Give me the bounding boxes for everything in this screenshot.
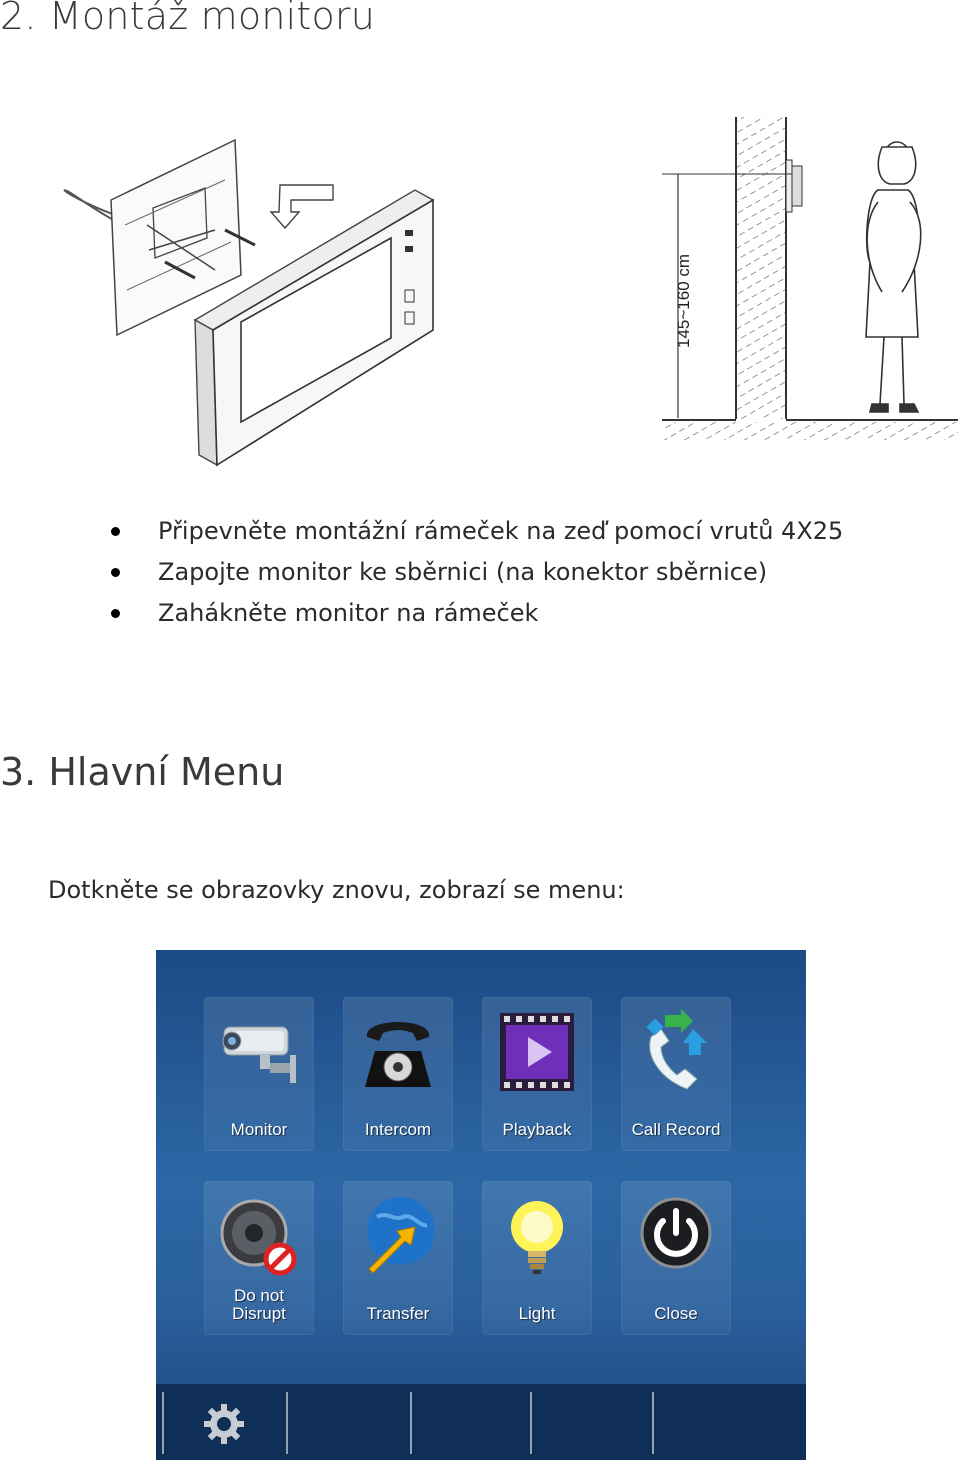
menu-tile-call-record[interactable] bbox=[621, 997, 731, 1151]
section-title-mounting: 2. Montáž monitoru bbox=[0, 0, 376, 38]
section-title-main-menu: 3. Hlavní Menu bbox=[0, 750, 285, 794]
divider bbox=[530, 1392, 532, 1454]
telephone-icon bbox=[353, 1007, 443, 1097]
menu-tile-intercom[interactable] bbox=[343, 997, 453, 1151]
tile-label: Intercom bbox=[364, 1120, 432, 1139]
divider bbox=[410, 1392, 412, 1454]
monitor-menu-screen bbox=[156, 950, 806, 1460]
bullet-icon bbox=[111, 568, 120, 577]
divider bbox=[286, 1392, 288, 1454]
tile-label: Playback bbox=[502, 1120, 572, 1139]
menu-tile-playback[interactable] bbox=[482, 997, 592, 1151]
menu-tile-close[interactable] bbox=[621, 1181, 731, 1335]
tile-label: Transfer bbox=[366, 1304, 430, 1323]
tile-label: Do not Disrupt bbox=[232, 1286, 286, 1323]
divider bbox=[652, 1392, 654, 1454]
play-film-icon bbox=[492, 1007, 582, 1097]
bullet-icon bbox=[111, 527, 120, 536]
tile-label: Close bbox=[654, 1304, 698, 1323]
divider bbox=[162, 1392, 164, 1454]
list-item: Zahákněte monitor na rámeček bbox=[108, 596, 843, 637]
transfer-globe-icon bbox=[353, 1191, 443, 1281]
menu-tile-monitor[interactable] bbox=[204, 997, 314, 1151]
call-record-icon bbox=[631, 1007, 721, 1097]
menu-bottom-bar bbox=[156, 1384, 806, 1460]
menu-tile-transfer[interactable] bbox=[343, 1181, 453, 1335]
menu-tile-do-not-disrupt[interactable] bbox=[204, 1181, 314, 1335]
list-item: Zapojte monitor ke sběrnici (na konektor sběrnice) bbox=[108, 555, 843, 596]
height-label: 145~160 cm bbox=[674, 253, 693, 348]
tile-label: Light bbox=[518, 1304, 556, 1323]
do-not-disturb-icon bbox=[214, 1191, 304, 1281]
mounting-steps-list bbox=[108, 514, 843, 637]
light-bulb-icon bbox=[492, 1191, 582, 1281]
power-icon bbox=[631, 1191, 721, 1281]
cctv-camera-icon bbox=[214, 1007, 304, 1097]
tile-label: Call Record bbox=[631, 1120, 721, 1139]
menu-intro-text: Dotkněte se obrazovky znovu, zobrazí se menu: bbox=[48, 876, 625, 904]
tile-label: Monitor bbox=[230, 1120, 288, 1139]
height-illustration bbox=[652, 112, 960, 452]
menu-tile-light[interactable] bbox=[482, 1181, 592, 1335]
bullet-icon bbox=[111, 609, 120, 618]
list-item: Připevněte montážní rámeček na zeď pomocí vrutů 4X25 bbox=[108, 514, 843, 555]
gear-icon[interactable] bbox=[202, 1402, 246, 1446]
mounting-illustration bbox=[55, 130, 445, 470]
